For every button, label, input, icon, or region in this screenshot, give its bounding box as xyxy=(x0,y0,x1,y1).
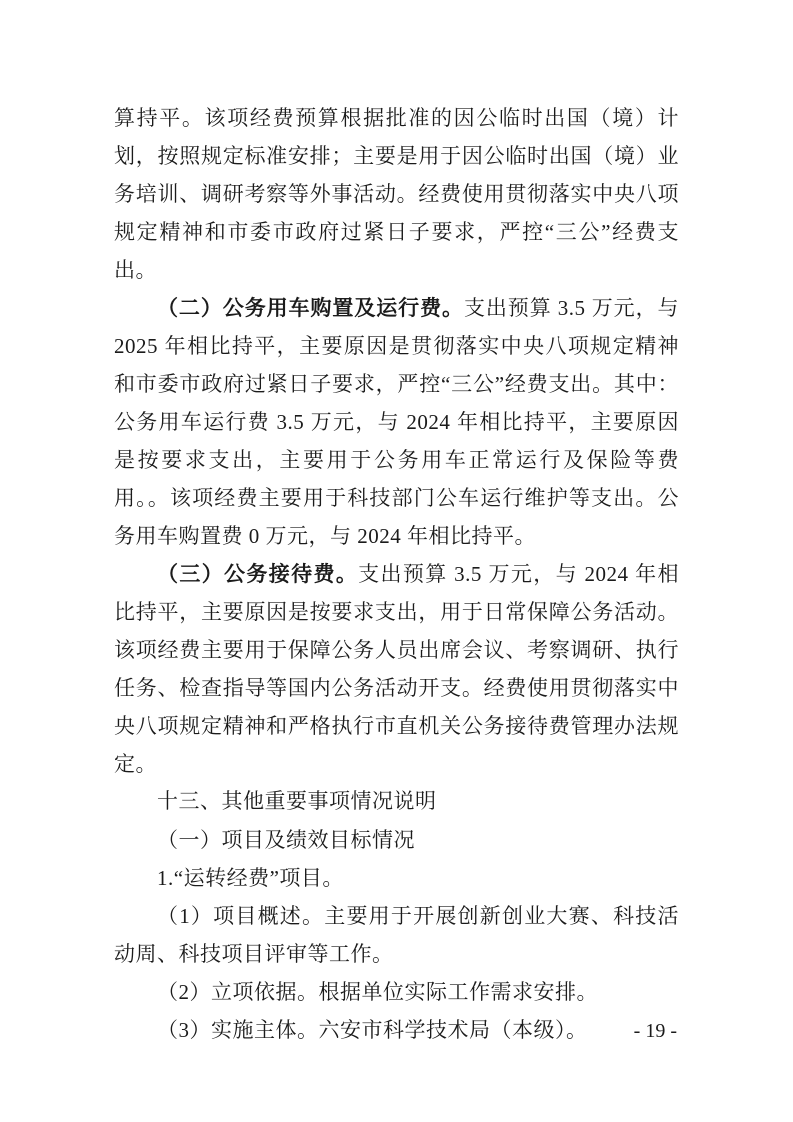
paragraph-official-vehicle-lead: （二）公务用车购置及运行费。 xyxy=(157,296,464,320)
paragraph-official-reception xyxy=(114,555,679,783)
heading-section-13-1: （一）项目及绩效目标情况 xyxy=(157,828,415,852)
paragraph-official-reception-lead: （三）公务接待费。 xyxy=(157,562,359,586)
paragraph-official-vehicle xyxy=(114,289,679,555)
paragraph-project-overview: （1）项目概述。主要用于开展创新创业大赛、科技活动周、科技项目评审等工作。 xyxy=(114,904,679,966)
page-number: - 19 - xyxy=(633,1020,677,1042)
heading-section-13: 十三、其他重要事项情况说明 xyxy=(157,790,437,813)
paragraph-project-basis: （2）立项依据。根据单位实际工作需求安排。 xyxy=(157,980,598,1004)
paragraph-project-entity: （3）实施主体。六安市科学技术局（本级）。 xyxy=(157,1018,588,1042)
document-body xyxy=(114,99,679,1049)
paragraph-official-reception-text: 支出预算 3.5 万元，与 2024 年相比持平，主要原因是按要求支出，用于日常保障公务活动。该项经费主要用于保障公务人员出席会议、考察调研、执行任务、检查指导等国内公务活动开支。经费使用贯彻落实中央八项规定精神和严格执行市直机关公务接待费管理办法规定。 xyxy=(114,562,680,776)
heading-item-1: 1.“运转经费”项目。 xyxy=(157,866,344,890)
paragraph-official-vehicle-text: 支出预算 3.5 万元，与 2025 年相比持平，主要原因是贯彻落实中央八项规定精神和市委市政府过紧日子要求，严控“三公”经费支出。其中：公务用车运行费 3.5 万元，与 2024 年相比持平，主要原因是按要求支出，主要用于公务用车正常运行及保险等费用。。该项经费主要用于科技部门公车运行维护等支出。公务用车购置费 0 万元，与 2024 年相比持平。 xyxy=(114,296,680,548)
paragraph-carryover-text: 算持平。该项经费预算根据批准的因公临时出国（境）计划，按照规定标准安排；主要是用于因公临时出国（境）业务培训、调研考察等外事活动。经费使用贯彻落实中央八项规定精神和市委市政府过紧日子要求，严控“三公”经费支出。 xyxy=(114,106,679,282)
paragraph-carryover xyxy=(114,99,679,289)
page-footer xyxy=(634,1012,677,1050)
